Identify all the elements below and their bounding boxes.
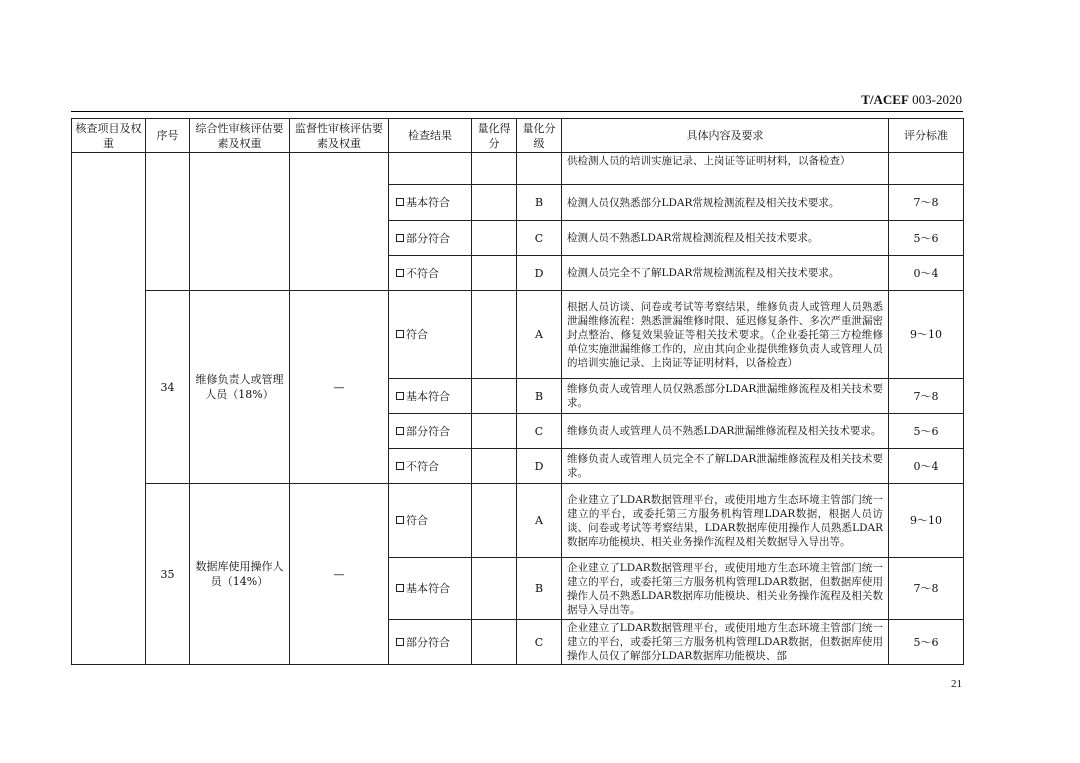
score-cell xyxy=(472,414,517,449)
content-cell: 检测人员不熟悉LDAR常规检测流程及相关技术要求。 xyxy=(562,221,889,256)
score-cell xyxy=(472,185,517,221)
grade-cell: D xyxy=(517,449,562,484)
col-header-score: 量化得分 xyxy=(472,119,517,153)
grade-cell: B xyxy=(517,558,562,620)
grade-cell: A xyxy=(517,484,562,558)
table-row xyxy=(72,291,964,379)
grade-cell: C xyxy=(517,414,562,449)
standard-cell: 5～6 xyxy=(889,221,964,256)
grade-cell xyxy=(517,153,562,185)
col-header-grade: 量化分级 xyxy=(517,119,562,153)
content-cell: 检测人员完全不了解LDAR常规检测流程及相关技术要求。 xyxy=(562,256,889,291)
checkbox-icon xyxy=(396,330,404,338)
header-rule xyxy=(71,111,963,112)
grade-cell: B xyxy=(517,379,562,414)
supervisory-cell: — xyxy=(290,291,389,484)
table-header-row xyxy=(72,119,964,153)
content-cell: 企业建立了LDAR数据管理平台，或使用地方生态环境主管部门统一建立的平台，或委托第三方服务机构管理LDAR数据，但数据库使用操作人员不熟悉LDAR数据库功能模块、相关业务操作流程及相关数据导入导出等。 xyxy=(562,558,889,620)
audit-table xyxy=(71,118,964,665)
document-code-prefix: T/ACEF xyxy=(861,92,909,107)
standard-cell: 5～6 xyxy=(889,620,964,665)
score-cell xyxy=(472,379,517,414)
standard-cell: 7～8 xyxy=(889,379,964,414)
content-cell: 企业建立了LDAR数据管理平台，或使用地方生态环境主管部门统一建立的平台，或委托第三方服务机构管理LDAR数据，但数据库使用操作人员仅了解部分LDAR数据库功能模块、部 xyxy=(562,620,889,665)
standard-cell: 5～6 xyxy=(889,414,964,449)
checkbox-icon xyxy=(396,427,404,435)
document-code-number: 003-2020 xyxy=(912,92,962,107)
result-cell: 基本符合 xyxy=(389,185,472,221)
checkbox-icon xyxy=(396,584,404,592)
grade-cell: D xyxy=(517,256,562,291)
checkbox-icon xyxy=(396,198,404,206)
content-cell: 企业建立了LDAR数据管理平台，或使用地方生态环境主管部门统一建立的平台，或委托第三方服务机构管理LDAR数据，根据人员访谈、问卷或考试等考察结果，LDAR数据库使用操作人员熟悉LDAR数据库功能模块、相关业务操作流程及相关数据导入导出等。 xyxy=(562,484,889,558)
checkbox-icon xyxy=(396,234,404,242)
content-cell: 供检测人员的培训实施记录、上岗证等证明材料，以备检查） xyxy=(562,153,889,185)
seq-cell: 35 xyxy=(146,484,190,665)
standard-cell xyxy=(889,153,964,185)
result-cell: 不符合 xyxy=(389,256,472,291)
content-cell: 维修负责人或管理人员完全不了解LDAR泄漏维修流程及相关技术要求。 xyxy=(562,449,889,484)
content-cell: 维修负责人或管理人员不熟悉LDAR泄漏维修流程及相关技术要求。 xyxy=(562,414,889,449)
grade-cell: A xyxy=(517,291,562,379)
result-cell: 基本符合 xyxy=(389,558,472,620)
result-cell: 部分符合 xyxy=(389,414,472,449)
result-cell: 不符合 xyxy=(389,449,472,484)
checkbox-icon xyxy=(396,516,404,524)
content-cell: 根据人员访谈、问卷或考试等考察结果，维修负责人或管理人员熟悉泄漏维修流程：熟悉泄漏维修时限、延迟修复条件、多次严重泄漏密封点整治、修复效果验证等相关技术要求。（企业委托第三方检维修单位实施泄漏维修工作的，应由其向企业提供维修负责人或管理人员的培训实施记录、上岗证等证明材料，以备检查） xyxy=(562,291,889,379)
table-row xyxy=(72,153,964,185)
comprehensive-cell xyxy=(190,153,290,291)
result-cell xyxy=(389,153,472,185)
checkbox-icon xyxy=(396,638,404,646)
checkbox-icon xyxy=(396,269,404,277)
score-cell xyxy=(472,484,517,558)
col-header-item: 核查项目及权重 xyxy=(72,119,146,153)
score-cell xyxy=(472,256,517,291)
grade-cell: C xyxy=(517,221,562,256)
document-code xyxy=(861,92,962,108)
result-cell: 符合 xyxy=(389,484,472,558)
content-cell: 维修负责人或管理人员仅熟悉部分LDAR泄漏维修流程及相关技术要求。 xyxy=(562,379,889,414)
score-cell xyxy=(472,620,517,665)
result-cell: 部分符合 xyxy=(389,221,472,256)
result-cell: 基本符合 xyxy=(389,379,472,414)
standard-cell: 9～10 xyxy=(889,291,964,379)
standard-cell: 0～4 xyxy=(889,256,964,291)
comprehensive-cell: 数据库使用操作人员（14%） xyxy=(190,484,290,665)
table-row xyxy=(72,484,964,558)
supervisory-cell: — xyxy=(290,484,389,665)
page-number: 21 xyxy=(951,678,962,690)
score-cell xyxy=(472,558,517,620)
col-header-content: 具体内容及要求 xyxy=(562,119,889,153)
checkbox-icon xyxy=(396,462,404,470)
score-cell xyxy=(472,449,517,484)
col-header-supervisory: 监督性审核评估要素及权重 xyxy=(290,119,389,153)
standard-cell: 9～10 xyxy=(889,484,964,558)
score-cell xyxy=(472,221,517,256)
content-cell: 检测人员仅熟悉部分LDAR常规检测流程及相关技术要求。 xyxy=(562,185,889,221)
col-header-seq: 序号 xyxy=(146,119,190,153)
grade-cell: B xyxy=(517,185,562,221)
supervisory-cell xyxy=(290,153,389,291)
item-weight-cell xyxy=(72,153,146,665)
standard-cell: 7～8 xyxy=(889,558,964,620)
standard-cell: 7～8 xyxy=(889,185,964,221)
col-header-result: 检查结果 xyxy=(389,119,472,153)
score-cell xyxy=(472,291,517,379)
col-header-comprehensive: 综合性审核评估要素及权重 xyxy=(190,119,290,153)
score-cell xyxy=(472,153,517,185)
checkbox-icon xyxy=(396,392,404,400)
grade-cell: C xyxy=(517,620,562,665)
col-header-standard: 评分标准 xyxy=(889,119,964,153)
result-cell: 部分符合 xyxy=(389,620,472,665)
comprehensive-cell: 维修负责人或管理人员（18%） xyxy=(190,291,290,484)
seq-cell: 34 xyxy=(146,291,190,484)
result-cell: 符合 xyxy=(389,291,472,379)
seq-cell xyxy=(146,153,190,291)
standard-cell: 0～4 xyxy=(889,449,964,484)
